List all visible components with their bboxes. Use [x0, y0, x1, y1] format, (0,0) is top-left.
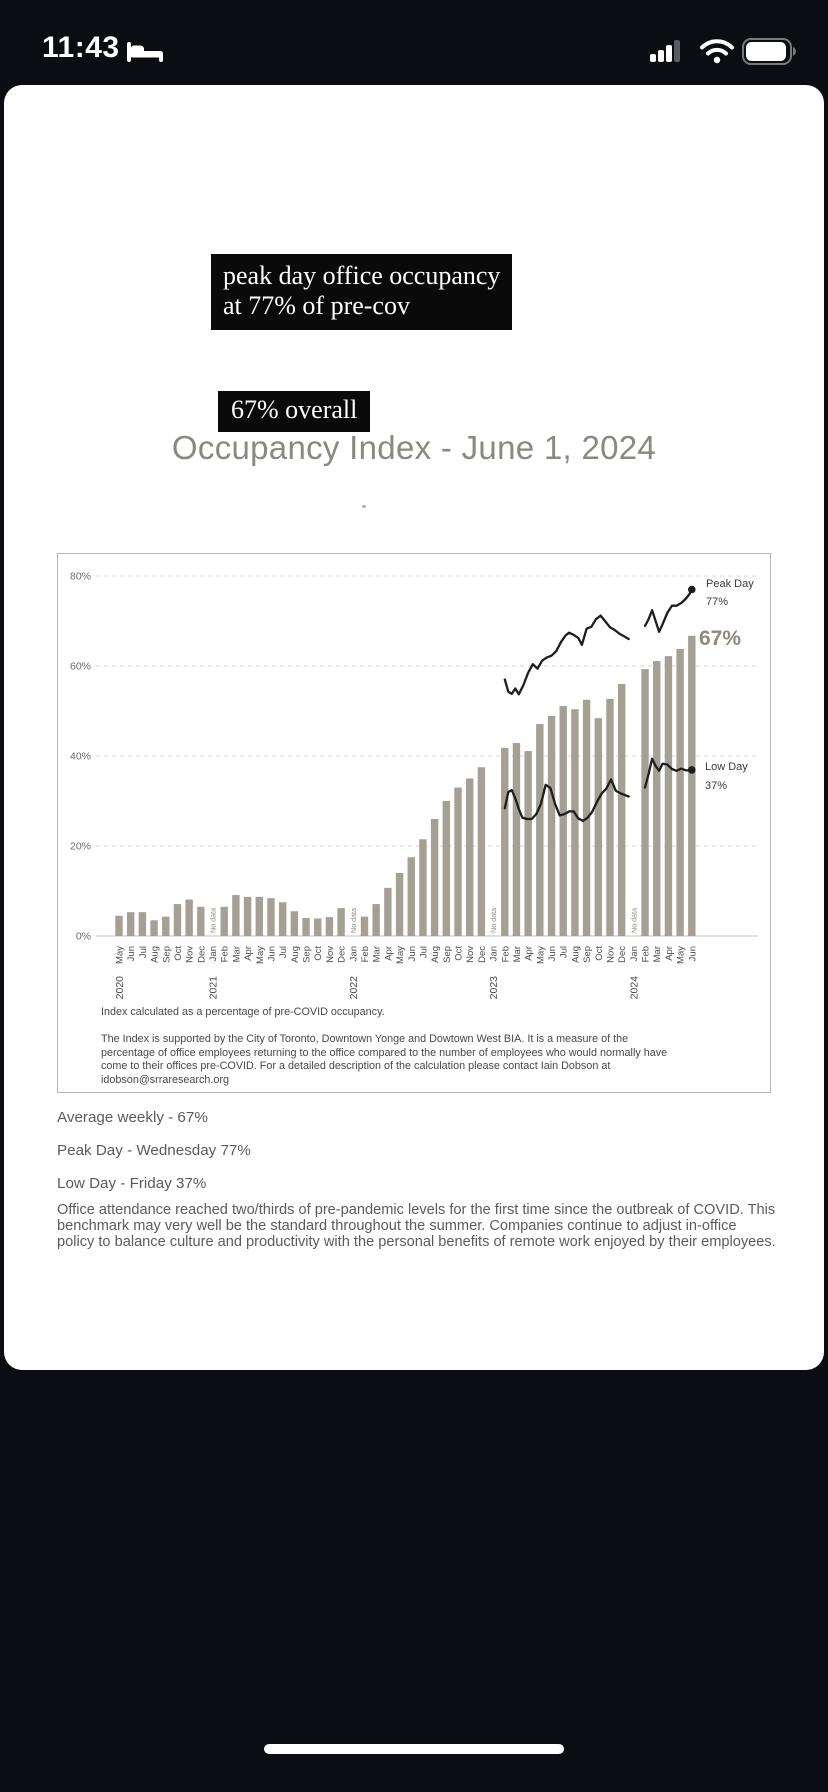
series-end-dot: [688, 766, 696, 774]
chart-footnote-1: Index calculated as a percentage of pre-COVID occupancy.: [101, 1006, 385, 1018]
headline-overlay: [211, 254, 512, 330]
bar-month-33: [501, 748, 508, 936]
battery-icon: [742, 38, 798, 70]
chart-annotation: 77%: [706, 596, 729, 608]
x-tick-month: Dec: [336, 946, 348, 963]
bar-month-12: [256, 897, 263, 936]
x-tick-month: Dec: [617, 946, 629, 963]
x-tick-year: 2020: [114, 976, 126, 1000]
x-tick-month: Sep: [441, 946, 453, 963]
bar-month-13: [267, 898, 274, 936]
bar-month-2: [139, 912, 146, 936]
x-tick-month: Aug: [289, 946, 301, 963]
bar-month-3: [150, 920, 157, 936]
y-tick-label: 20%: [69, 840, 91, 853]
chart-annotation: Peak Day: [706, 578, 754, 590]
x-tick-month: Mar: [652, 946, 664, 963]
x-tick-month: Nov: [465, 946, 477, 963]
x-tick-year: 2024: [628, 976, 641, 1000]
x-tick-month: Mar: [371, 946, 383, 963]
bar-month-38: [560, 706, 567, 936]
x-tick-month: Feb: [219, 946, 231, 963]
dust-speck: [362, 505, 366, 508]
x-tick-month: Nov: [184, 946, 196, 963]
bar-month-35: [524, 751, 531, 936]
x-tick-month: Nov: [324, 946, 336, 963]
x-tick-month: Apr: [523, 946, 535, 961]
bar-month-5: [174, 904, 181, 936]
bar-month-14: [279, 902, 286, 936]
x-tick-month: Oct: [313, 946, 325, 961]
bar-month-24: [396, 873, 403, 936]
bar-month-10: [232, 895, 239, 936]
bar-month-6: [185, 900, 192, 936]
bar-month-49: [688, 636, 695, 936]
no-data-label: No data: [489, 907, 499, 933]
x-tick-year: 2021: [207, 976, 220, 1000]
bar-month-48: [676, 649, 683, 936]
bar-month-30: [466, 779, 473, 937]
cellular-signal-icon: [650, 40, 684, 69]
summary-paragraph: Office attendance reached two/thirds of pre-pandemic levels for the first time since the outbreak of COVID. This benchmark may very well be the standard throughout the summer. Companies continue to adjust in-office policy to balance culture and productivity with the personal benefits of remote work enjoyed by their employees.: [57, 1202, 776, 1250]
bar-month-34: [513, 743, 520, 936]
bar-month-0: [115, 916, 122, 936]
bar-month-21: [361, 917, 368, 936]
bar-month-7: [197, 907, 204, 936]
no-data-label: No data: [348, 907, 358, 933]
x-tick-month: Feb: [640, 946, 652, 963]
x-tick-month: Jun: [547, 946, 559, 962]
no-data-label: No data: [208, 907, 218, 933]
bar-month-29: [454, 788, 461, 937]
bar-month-46: [653, 661, 660, 936]
x-tick-month: May: [535, 946, 547, 964]
bottom-gray-band: [4, 1285, 824, 1370]
x-tick-month: Mar: [231, 946, 243, 963]
x-tick-month: Apr: [243, 946, 255, 961]
chart-annotation: 37%: [705, 780, 728, 792]
bar-month-39: [571, 709, 578, 936]
x-tick-month: May: [675, 946, 687, 964]
bar-month-37: [548, 716, 555, 936]
x-tick-month: Jul: [137, 946, 149, 959]
y-tick-label: 80%: [69, 570, 91, 583]
x-tick-month: Feb: [359, 946, 371, 963]
stat-average-weekly: Average weekly - 67%: [57, 1109, 208, 1126]
stat-peak-day: Peak Day - Wednesday 77%: [57, 1142, 251, 1159]
bar-month-23: [384, 888, 391, 936]
x-tick-month: Feb: [500, 946, 512, 963]
x-tick-month: Jun: [126, 946, 138, 962]
status-bar: [0, 0, 828, 85]
bar-month-15: [291, 911, 298, 936]
bar-month-27: [431, 819, 438, 936]
bar-month-11: [244, 897, 251, 936]
x-tick-month: Jun: [266, 946, 278, 962]
occupancy-chart-svg: [58, 554, 770, 1002]
x-tick-month: Jun: [687, 946, 699, 962]
chart-annotation: 67%: [699, 627, 742, 650]
x-tick-month: Jul: [278, 946, 290, 959]
x-tick-month: Sep: [582, 946, 594, 963]
x-tick-month: Sep: [301, 946, 313, 963]
y-tick-label: 0%: [75, 930, 91, 943]
x-tick-month: May: [395, 946, 407, 964]
x-tick-month: May: [254, 946, 266, 964]
bar-month-16: [302, 918, 309, 936]
stat-low-day: Low Day - Friday 37%: [57, 1175, 207, 1192]
bar-month-28: [443, 801, 450, 936]
occupancy-chart: [57, 553, 771, 1093]
x-tick-month: Oct: [172, 946, 184, 961]
bar-month-19: [337, 908, 344, 936]
x-tick-month: Apr: [383, 946, 395, 961]
x-tick-month: Aug: [149, 946, 161, 963]
x-tick-month: Nov: [605, 946, 617, 963]
series-line-peak-day: [505, 616, 629, 695]
x-tick-month: Dec: [196, 946, 208, 963]
headline-line1: peak day office occupancy: [223, 261, 501, 290]
x-tick-month: Aug: [570, 946, 582, 963]
bar-month-25: [408, 857, 415, 936]
x-tick-month: Jan: [628, 946, 640, 962]
no-data-label: No data: [629, 907, 639, 933]
x-tick-month: Apr: [663, 946, 675, 961]
bar-month-43: [618, 684, 625, 936]
x-tick-month: May: [114, 946, 126, 964]
x-tick-month: Aug: [430, 946, 442, 963]
series-line-peak-day: [645, 590, 692, 632]
bar-month-17: [314, 918, 321, 936]
x-tick-month: Oct: [453, 946, 465, 961]
bar-month-9: [221, 907, 228, 936]
bar-month-41: [595, 718, 602, 936]
headline-line2: at 77% of pre-cov: [223, 291, 410, 320]
series-end-dot: [688, 586, 696, 594]
bar-month-42: [606, 699, 613, 936]
bar-month-22: [372, 904, 379, 936]
bar-month-26: [419, 839, 426, 936]
overall-badge: 67% overall: [218, 391, 370, 432]
x-tick-year: 2023: [488, 976, 501, 1000]
x-tick-month: Jan: [348, 946, 360, 962]
wifi-icon: [700, 39, 734, 69]
y-tick-label: 40%: [69, 750, 91, 763]
x-tick-month: Mar: [511, 946, 523, 963]
x-tick-month: Sep: [161, 946, 173, 963]
bar-month-1: [127, 912, 134, 936]
chart-annotation: Low Day: [705, 761, 748, 773]
x-tick-month: Oct: [593, 946, 605, 961]
page-title: Occupancy Index - June 1, 2024: [171, 429, 657, 466]
x-tick-month: Jan: [208, 946, 220, 962]
bar-month-45: [641, 669, 648, 936]
bar-month-47: [665, 656, 672, 936]
home-indicator[interactable]: [264, 1744, 564, 1754]
y-tick-label: 60%: [69, 660, 91, 673]
status-time: 11:43: [42, 31, 120, 64]
x-tick-month: Jul: [558, 946, 570, 959]
bar-month-31: [478, 767, 485, 936]
x-tick-month: Jun: [406, 946, 418, 962]
x-tick-year: 2022: [347, 976, 360, 1000]
x-tick-month: Dec: [476, 946, 488, 963]
bar-month-36: [536, 724, 543, 936]
bar-month-18: [326, 917, 333, 936]
bedtime-icon: [126, 40, 164, 71]
x-tick-month: Jan: [488, 946, 500, 962]
x-tick-month: Jul: [418, 946, 430, 959]
report-card[interactable]: [4, 85, 824, 1370]
bar-month-4: [162, 917, 169, 936]
chart-footnote-2: The Index is supported by the City of Toronto, Downtown Yonge and Dowtown West BIA. It is a measure of the percentage of office employees returning to the office compared to the number of employees who would normally have come to their offices pre-COVID. For a detailed description of the calculation please contact Iain Dobson at idobson@srraresearch.org: [101, 1033, 668, 1086]
